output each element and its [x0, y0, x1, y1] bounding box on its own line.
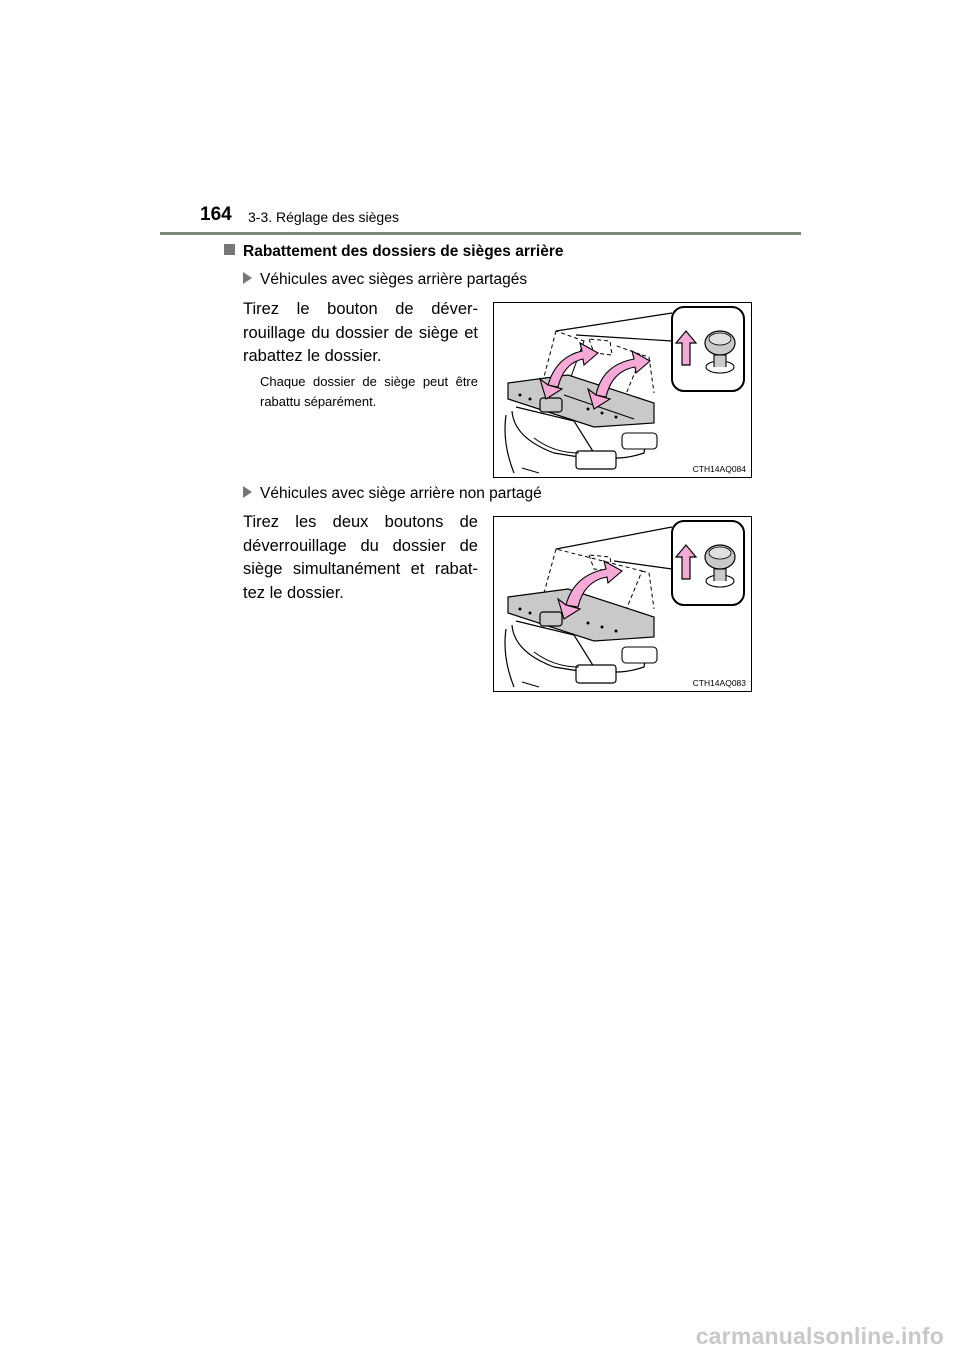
- case2-label-text: Véhicules avec siège arrière non partagé: [260, 485, 542, 502]
- case1-note: Chaque dossier de siège peut être rabattu séparément.: [260, 374, 478, 409]
- section-title: 3-3. Réglage des sièges: [248, 209, 399, 225]
- figure-split-seats: [493, 302, 752, 478]
- single-seat-illustration: [494, 517, 751, 691]
- case1-label-text: Véhicules avec sièges arrière partagés: [260, 271, 528, 288]
- header-rule: [160, 232, 801, 235]
- figure-code: CTH14AQ084: [692, 464, 746, 474]
- watermark: carmanualsonline.info: [695, 1323, 944, 1349]
- page-number: 164: [200, 204, 232, 225]
- square-bullet-icon: [224, 244, 235, 255]
- case2-label: [243, 485, 542, 503]
- triangle-bullet-icon: [243, 272, 252, 284]
- case1-label: [243, 271, 527, 289]
- triangle-bullet-icon: [243, 486, 252, 498]
- figure-single-seat: [493, 516, 752, 692]
- case1-instruction: Tirez le bouton de déver-rouillage du dossier de siège et rabattez le dossier.: [243, 300, 478, 365]
- section-heading-text: Rabattement des dossiers de sièges arrière: [243, 243, 564, 260]
- split-seats-illustration: [494, 303, 751, 477]
- section-heading: [224, 243, 563, 261]
- figure-code: CTH14AQ083: [692, 678, 746, 688]
- case2-instruction: Tirez les deux boutons de déverrouillage du dossier de siège simultanément et rabat-tez le dossier.: [243, 513, 478, 602]
